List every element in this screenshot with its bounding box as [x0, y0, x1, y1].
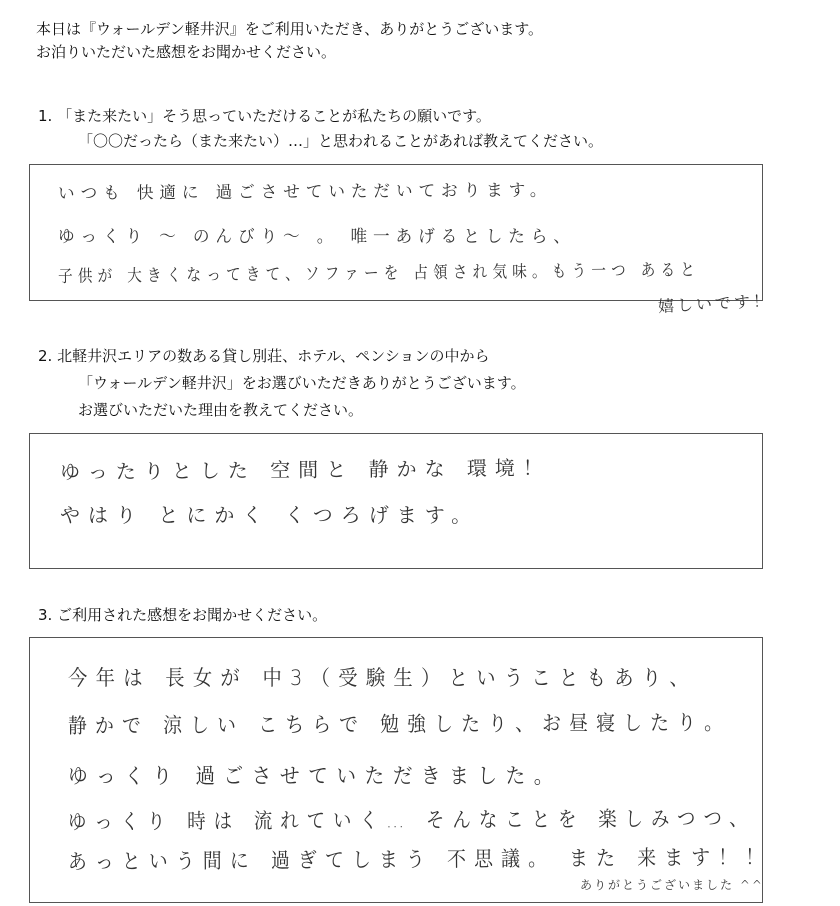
intro-line-2: お泊りいただいた感想をお聞かせください。 [36, 43, 337, 61]
answer-3-line-2: 静かで 涼しい こちらで 勉強したり、お昼寝したり。 [67, 710, 732, 738]
answer-1-line-3: 子供が 大きくなってきて、ソファーを 占領され気味。もう一つ あると [57, 260, 701, 287]
question-3-line-1: 3. ご利用された感想をお聞かせください。 [38, 606, 328, 624]
intro-line-1: 本日は『ウォールデン軽井沢』をご利用いただき、ありがとうございます。 [36, 20, 544, 38]
answer-3-line-1: 今年は 長女が 中3（受験生）ということもあり、 [68, 666, 698, 690]
answer-3-line-3: ゆっくり 過ごさせていただきました。 [68, 764, 562, 788]
answer-1-line-1: いつも 快適に 過ごさせていただいております。 [57, 180, 553, 204]
answer-2-line-1: ゆったりとした 空間と 静かな 環境！ [59, 455, 551, 484]
question-1-line-1: 1. 「また来たい」そう思っていただけることが私たちの願いです。 [38, 107, 491, 125]
answer-1-overflow: 嬉しいです！ [657, 291, 773, 316]
answer-box-2 [29, 433, 763, 569]
answer-1-line-2: ゆっくり 〜 のんびり〜 。 唯一あげるとしたら、 [58, 227, 576, 247]
answer-box-3 [29, 637, 773, 903]
question-1-line-2: 「〇〇だったら（また来たい）…」と思われることがあれば教えてください。 [78, 132, 604, 150]
question-2-line-1: 2. 北軽井沢エリアの数ある貸し別荘、ホテル、ペンションの中から [38, 347, 490, 365]
answer-2-line-2: やはり とにかく くつろげます。 [60, 503, 480, 527]
answer-3-line-5: あっという間に 過ぎてしまう 不思議。 また 来ます！！ [67, 845, 773, 874]
question-2-line-3: お選びいただいた理由を教えてください。 [78, 401, 364, 419]
answer-3-line-4: ゆっくり 時は 流れていく… そんなことを 楽しみつつ、 [67, 806, 756, 834]
signoff: ありがとうございました ^^ [580, 878, 764, 892]
answer-box-1 [29, 164, 763, 301]
question-2-line-2: 「ウォールデン軽井沢」をお選びいただきありがとうございます。 [78, 374, 526, 392]
